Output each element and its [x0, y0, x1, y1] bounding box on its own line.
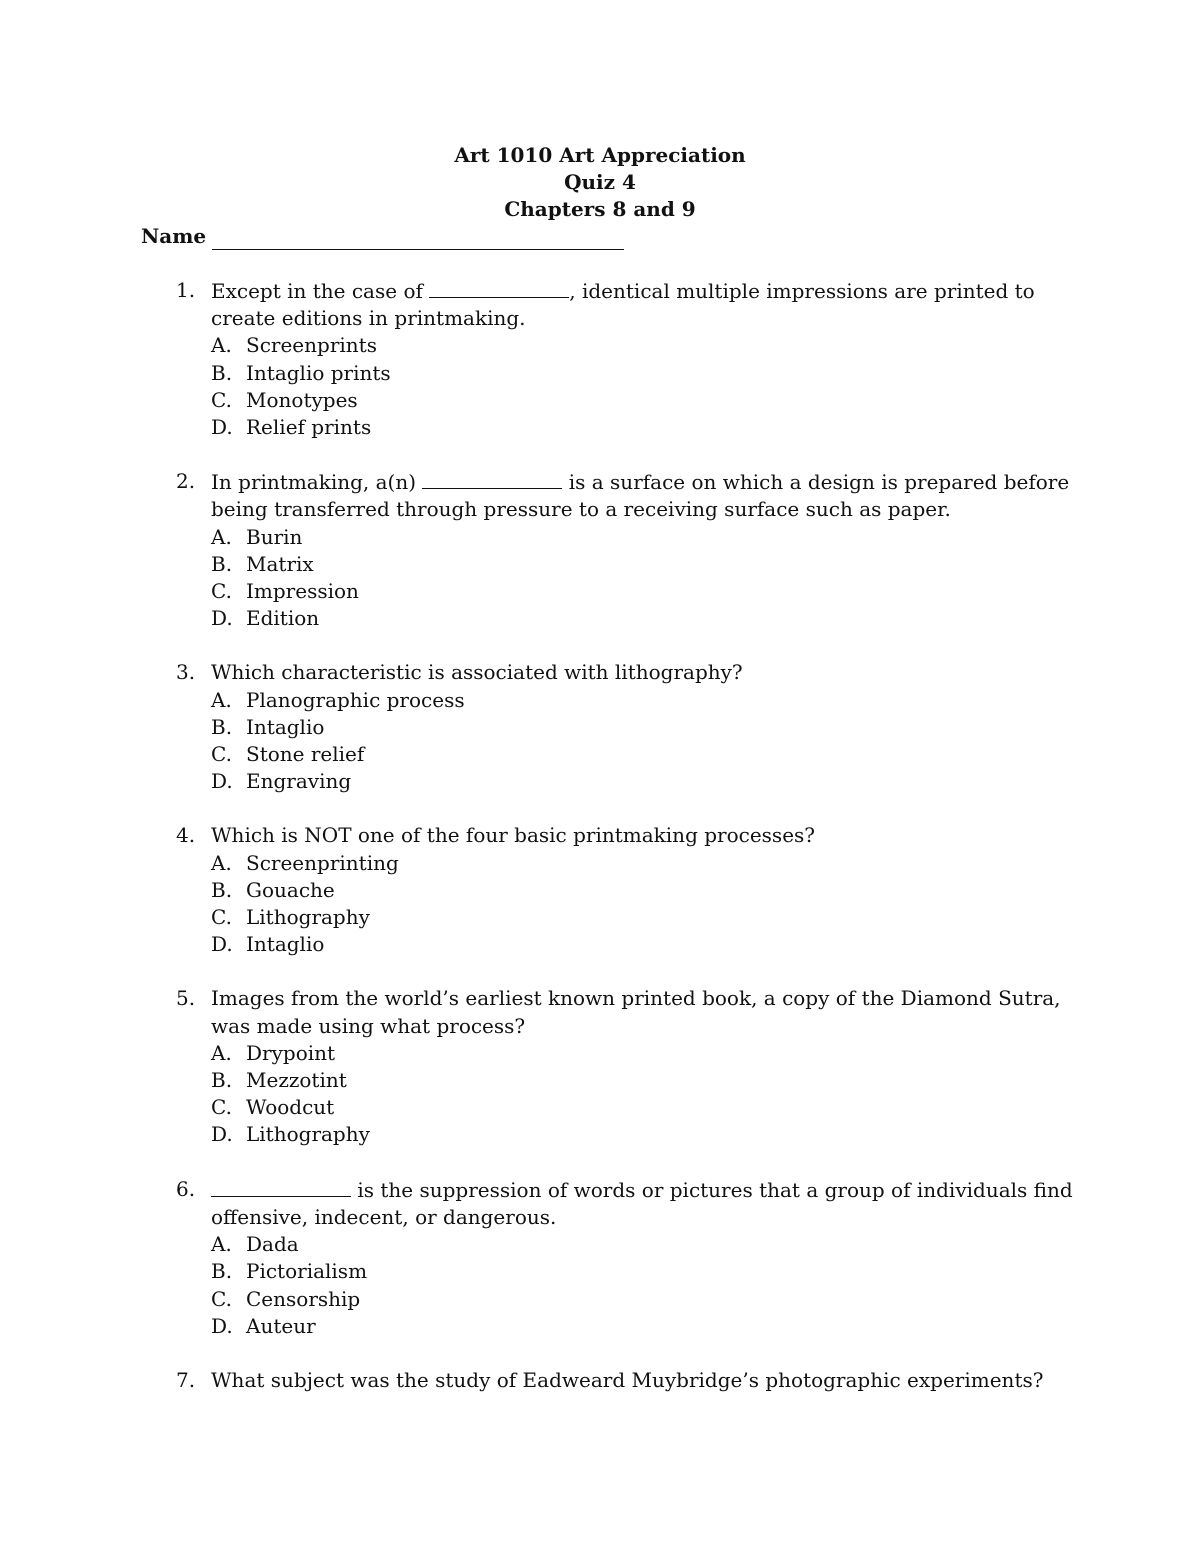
answer-option[interactable] [211, 551, 1076, 578]
option-letter: B. [211, 360, 233, 385]
option-letter: B. [211, 877, 233, 902]
question-7 [176, 1367, 1076, 1394]
option-text: Pictorialism [246, 1259, 368, 1284]
option-letter: A. [211, 687, 232, 712]
quiz-title: Quiz 4 [564, 170, 636, 194]
answer-blank[interactable] [211, 1176, 351, 1197]
question-2 [176, 468, 1076, 632]
question-text-after: is a surface on which a design is prepared before being transferred through pressure to a receiving surface such as paper. [211, 470, 1076, 522]
answer-option[interactable] [211, 1067, 1076, 1094]
option-letter: B. [211, 551, 233, 576]
answer-option[interactable] [211, 904, 1076, 931]
question-number: 6. [176, 1176, 196, 1201]
question-stem [176, 659, 1076, 686]
question-3 [176, 659, 1076, 795]
answer-option[interactable] [211, 1258, 1076, 1285]
answer-option[interactable] [211, 387, 1076, 414]
option-text: Engraving [246, 769, 352, 794]
answer-option[interactable] [211, 1313, 1076, 1340]
question-1 [176, 277, 1076, 441]
answer-blank[interactable] [429, 277, 569, 298]
question-number: 1. [176, 278, 196, 302]
question-stem [176, 1176, 1080, 1231]
chapters-title: Chapters 8 and 9 [504, 197, 696, 221]
option-text: Auteur [246, 1313, 316, 1338]
option-letter: A. [211, 850, 232, 875]
question-number: 3. [176, 660, 196, 685]
option-letter: C. [211, 1286, 232, 1311]
name-label: Name [141, 224, 207, 248]
answer-option[interactable] [211, 414, 1076, 441]
option-text: Lithography [246, 1122, 370, 1147]
option-letter: A. [211, 524, 232, 549]
option-text: Lithography [246, 905, 370, 930]
option-letter: C. [211, 1095, 232, 1120]
option-letter: D. [211, 606, 233, 631]
option-text: Burin [246, 524, 303, 549]
name-blank-line[interactable] [212, 227, 624, 250]
option-letter: D. [211, 932, 233, 957]
option-text: Edition [246, 606, 320, 631]
question-text [211, 1176, 1080, 1231]
question-number: 5. [176, 986, 196, 1011]
option-letter: D. [211, 415, 233, 440]
question-text-after: is the suppression of words or pictures that a group of individuals find offensive, indecent, or dangerous. [211, 1177, 1080, 1229]
answer-option[interactable] [211, 687, 1076, 714]
question-text-before: What subject was the study of Eadweard Muybridge’s photographic experiments? [211, 1367, 1044, 1392]
question-text-before: Images from the world’s earliest known printed book, a copy of the Diamond Sutra, was made using what process? [211, 986, 1067, 1038]
answer-option[interactable] [211, 931, 1076, 958]
question-text [211, 277, 1076, 332]
option-text: Censorship [246, 1286, 361, 1311]
question-stem [176, 822, 1076, 849]
option-letter: D. [211, 1313, 233, 1338]
option-letter: A. [211, 1040, 232, 1065]
course-title: Art 1010 Art Appreciation [454, 143, 746, 167]
answer-option[interactable] [211, 605, 1076, 632]
name-row [141, 223, 624, 250]
option-letter: B. [211, 714, 233, 739]
answer-option[interactable] [211, 332, 1076, 359]
option-text: Screenprinting [246, 850, 399, 875]
question-text-before: In printmaking, a(n) [211, 470, 423, 495]
option-letter: C. [211, 387, 232, 412]
question-text-before: Except in the case of [211, 279, 430, 303]
option-letter: C. [211, 579, 232, 604]
answer-option[interactable] [211, 524, 1076, 551]
answer-blank[interactable] [422, 468, 562, 489]
answer-option[interactable] [211, 1094, 1076, 1121]
question-text-before: Which characteristic is associated with lithography? [211, 660, 743, 685]
option-letter: C. [211, 742, 232, 767]
answer-option[interactable] [211, 1231, 1076, 1258]
option-text: Screenprints [246, 333, 377, 358]
question-text [211, 468, 1076, 523]
option-text: Dada [246, 1232, 299, 1257]
answer-option[interactable] [211, 1286, 1076, 1313]
question-stem [176, 1367, 1076, 1394]
quiz-header [0, 142, 1200, 223]
option-text: Mezzotint [246, 1068, 347, 1093]
question-stem [176, 985, 1076, 1039]
answer-option[interactable] [211, 768, 1076, 795]
option-letter: D. [211, 1122, 233, 1147]
option-letter: D. [211, 769, 233, 794]
option-text: Intaglio [246, 932, 325, 957]
question-text-after: , identical multiple impressions are printed to create editions in printmaking. [211, 279, 1042, 331]
option-text: Impression [246, 579, 359, 604]
question-list [176, 277, 1080, 1421]
answer-option[interactable] [211, 1121, 1076, 1148]
answer-option[interactable] [211, 850, 1076, 877]
question-stem [176, 277, 1076, 332]
option-text: Drypoint [246, 1040, 336, 1065]
question-text [211, 985, 1076, 1039]
answer-option[interactable] [211, 877, 1076, 904]
option-letter: B. [211, 1068, 233, 1093]
question-text [211, 1367, 1076, 1394]
option-text: Stone relief [246, 742, 365, 767]
option-text: Planographic process [246, 687, 465, 712]
option-text: Relief prints [246, 415, 372, 440]
question-6 [176, 1176, 1080, 1340]
question-number: 7. [176, 1367, 196, 1392]
answer-option[interactable] [211, 360, 1076, 387]
option-text: Gouache [246, 877, 335, 902]
question-text-before: Which is NOT one of the four basic printmaking processes? [211, 823, 816, 848]
question-4 [176, 822, 1076, 958]
answer-option[interactable] [211, 714, 1076, 741]
question-number: 4. [176, 823, 196, 848]
question-number: 2. [176, 469, 196, 494]
answer-option[interactable] [211, 1040, 1076, 1067]
option-letter: A. [211, 1232, 232, 1257]
answer-option[interactable] [211, 741, 1076, 768]
question-5 [176, 985, 1076, 1148]
option-letter: A. [211, 333, 232, 358]
option-letter: B. [211, 1259, 233, 1284]
option-text: Intaglio [246, 714, 325, 739]
question-text [211, 659, 1076, 686]
answer-option[interactable] [211, 578, 1076, 605]
option-letter: C. [211, 905, 232, 930]
question-stem [176, 468, 1076, 523]
option-text: Matrix [246, 551, 314, 576]
option-text: Woodcut [246, 1095, 335, 1120]
question-text [211, 822, 1076, 849]
option-text: Monotypes [246, 387, 358, 412]
option-text: Intaglio prints [246, 360, 391, 385]
